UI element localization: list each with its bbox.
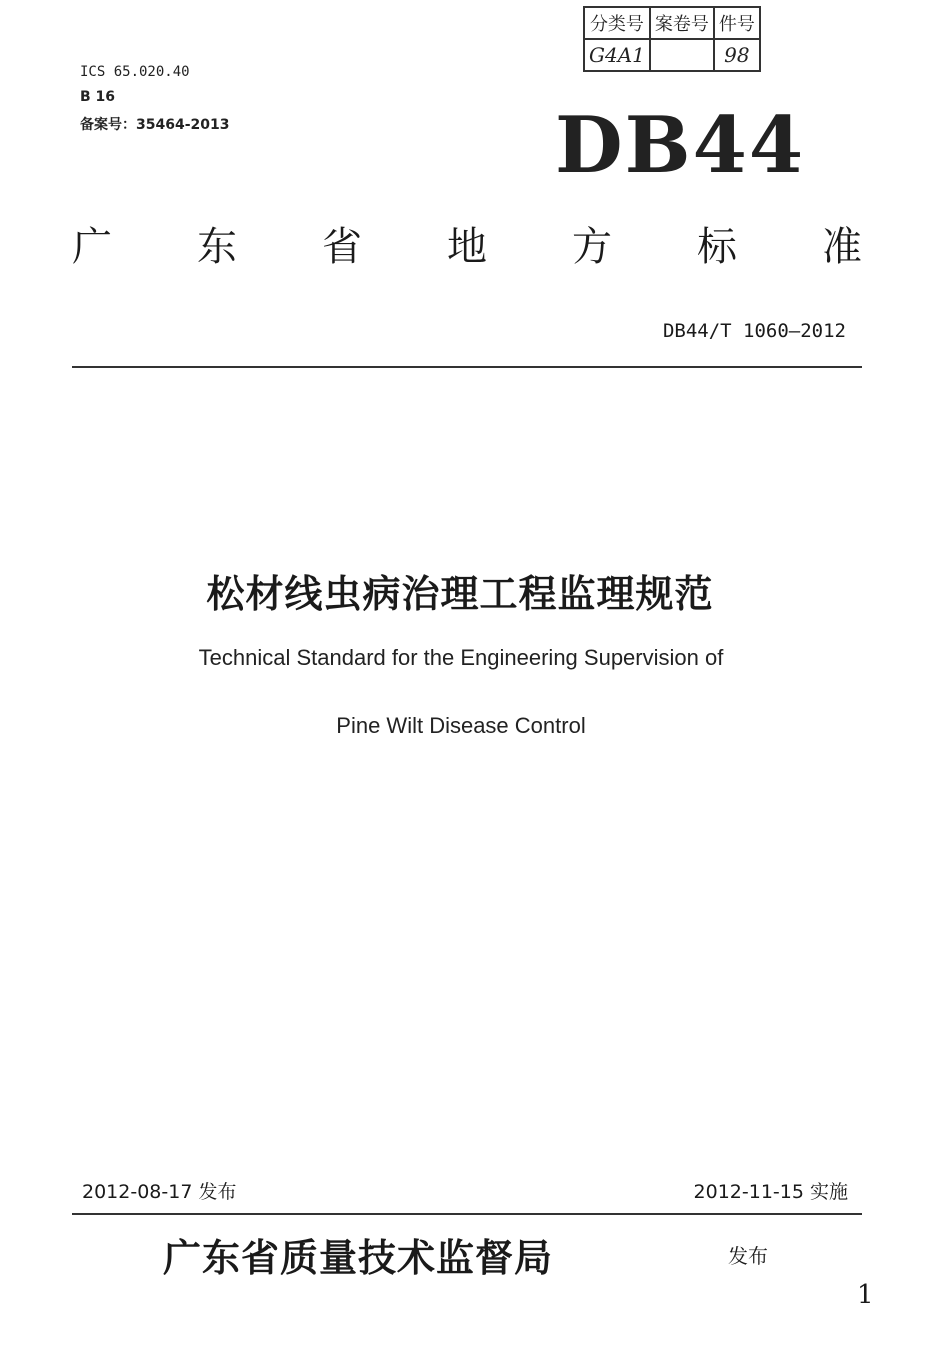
standard-type-char: 广 — [72, 224, 112, 270]
archive-header-category: 分类号 — [584, 7, 650, 39]
page-number: 1 — [857, 1280, 874, 1310]
archive-value-item: 98 — [714, 39, 760, 71]
ccs-code: B 16 — [80, 89, 116, 105]
title-english-line2: Pine Wilt Disease Control — [336, 713, 586, 738]
archive-header-item: 件号 — [714, 7, 760, 39]
effective-date: 2012-11-15 实施 — [693, 1181, 848, 1203]
archive-value-category: G4A1 — [584, 39, 650, 71]
standard-type-char: 标 — [697, 224, 737, 270]
standard-type-char: 地 — [447, 224, 487, 270]
standard-type-char: 方 — [572, 224, 612, 270]
db44-logo: DB44 — [555, 100, 806, 191]
archive-box — [583, 6, 761, 72]
record-number: 备案号：35464-2013 — [80, 117, 230, 133]
archive-value-volume — [650, 39, 714, 71]
issue-date: 2012-08-17 发布 — [82, 1181, 237, 1203]
standard-type-char: 省 — [322, 224, 362, 270]
standard-number: DB44/T 1060—2012 — [662, 320, 846, 342]
standard-type — [72, 215, 862, 272]
ics-code: ICS 65.020.40 — [80, 64, 190, 80]
standard-type-char: 东 — [197, 224, 237, 270]
title-chinese: 松材线虫病治理工程监理规范 — [206, 572, 714, 616]
bottom-divider — [72, 1213, 862, 1215]
standard-type-char: 准 — [822, 224, 862, 270]
top-divider — [72, 366, 862, 368]
title-english-line1: Technical Standard for the Engineering Supervision of — [198, 645, 724, 670]
archive-header-volume: 案卷号 — [650, 7, 714, 39]
issuing-authority: 广东省质量技术监督局 — [163, 1235, 554, 1280]
issue-label: 发布 — [728, 1244, 768, 1268]
